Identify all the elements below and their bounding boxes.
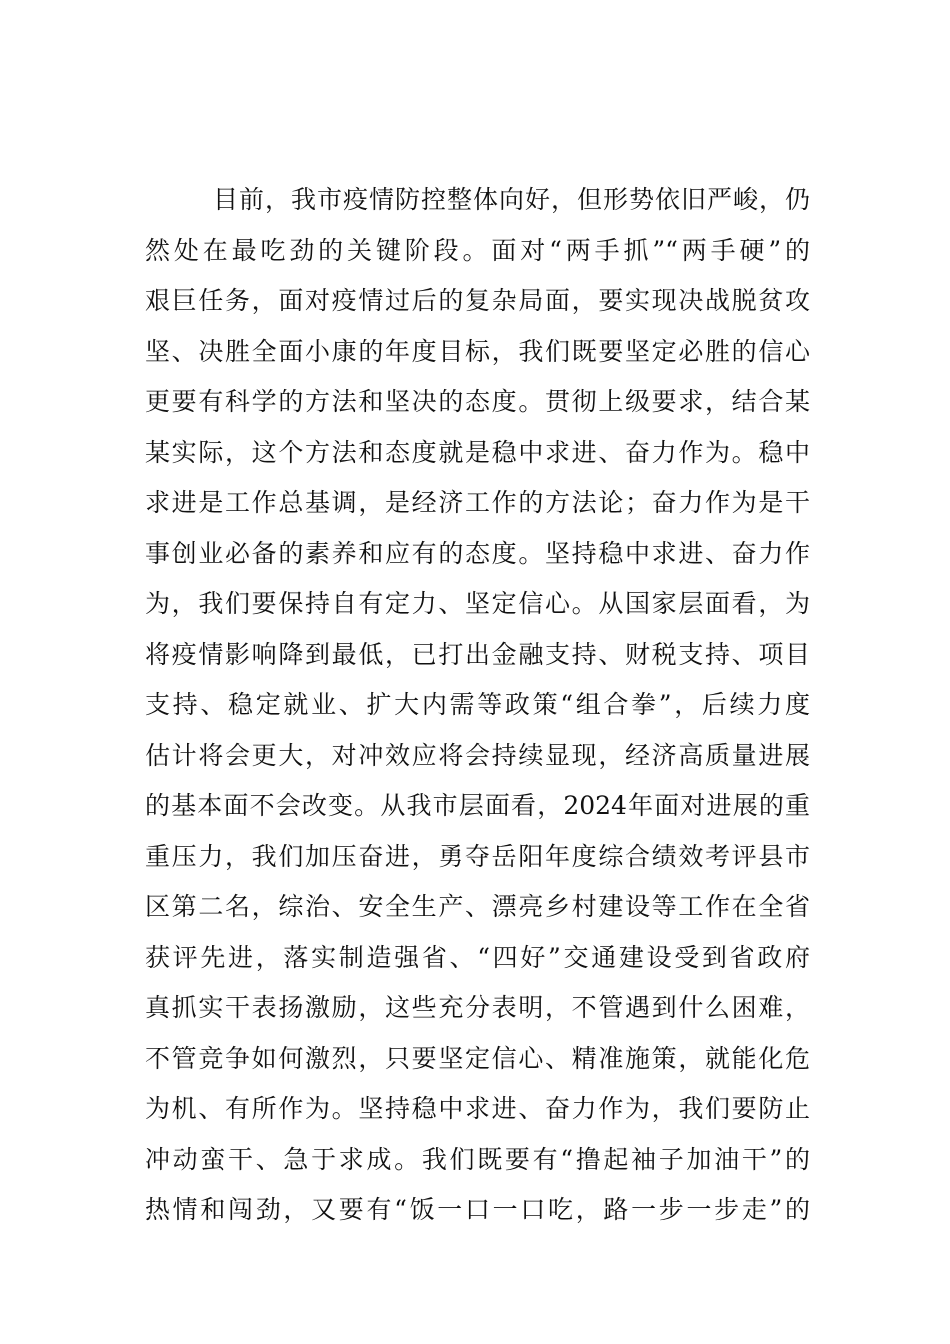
paragraph-line: 某实际，这个方法和态度就是稳中求进、奋力作为。稳中	[145, 437, 810, 467]
paragraph-line: 重压力，我们加压奋进，勇夺岳阳年度综合绩效考评县市	[145, 841, 810, 871]
paragraph-line: 估计将会更大，对冲效应将会持续显现，经济高质量进展	[145, 740, 810, 770]
paragraph-line: 的基本面不会改变。从我市层面看，2024年面对进展的重	[145, 791, 810, 820]
paragraph-line: 艰巨任务，面对疫情过后的复杂局面，要实现决战脱贫攻	[145, 286, 810, 315]
paragraph-line: 为机、有所作为。坚持稳中求进、奋力作为，我们要防止	[145, 1094, 810, 1123]
paragraph-line: 事创业必备的素养和应有的态度。坚持稳中求进、奋力作	[145, 538, 810, 568]
paragraph-line: 不管竞争如何激烈，只要坚定信心、精准施策，就能化危	[145, 1043, 810, 1073]
body-paragraph	[145, 175, 810, 1236]
paragraph-line: 将疫情影响降到最低，已打出金融支持、财税支持、项目	[145, 639, 810, 669]
paragraph-line: 区第二名，综治、安全生产、漂亮乡村建设等工作在全省	[145, 892, 810, 921]
paragraph-line: 求进是工作总基调，是经济工作的方法论；奋力作为是干	[145, 488, 810, 517]
paragraph-line: 然处在最吃劲的关键阶段。面对“两手抓”“两手硬”的	[145, 235, 810, 265]
paragraph-line: 冲动蛮干、急于求成。我们既要有“撸起袖子加油干”的	[145, 1144, 810, 1174]
paragraph-line: 为，我们要保持自有定力、坚定信心。从国家层面看，为	[145, 589, 810, 618]
paragraph-line: 坚、决胜全面小康的年度目标，我们既要坚定必胜的信心	[145, 336, 810, 366]
paragraph-line: 支持、稳定就业、扩大内需等政策“组合拳”，后续力度	[145, 690, 810, 719]
paragraph-line: 更要有科学的方法和坚决的态度。贯彻上级要求，结合某	[145, 387, 810, 416]
paragraph-line: 真抓实干表扬激励，这些充分表明，不管遇到什么困难，	[145, 993, 810, 1022]
paragraph-line: 目前，我市疫情防控整体向好，但形势依旧严峻，仍	[213, 185, 810, 214]
paragraph-line: 热情和闯劲，又要有“饭一口一口吃，路一步一步走”的	[145, 1195, 810, 1224]
paragraph-line: 获评先进，落实制造强省、“四好”交通建设受到省政府	[145, 942, 810, 972]
